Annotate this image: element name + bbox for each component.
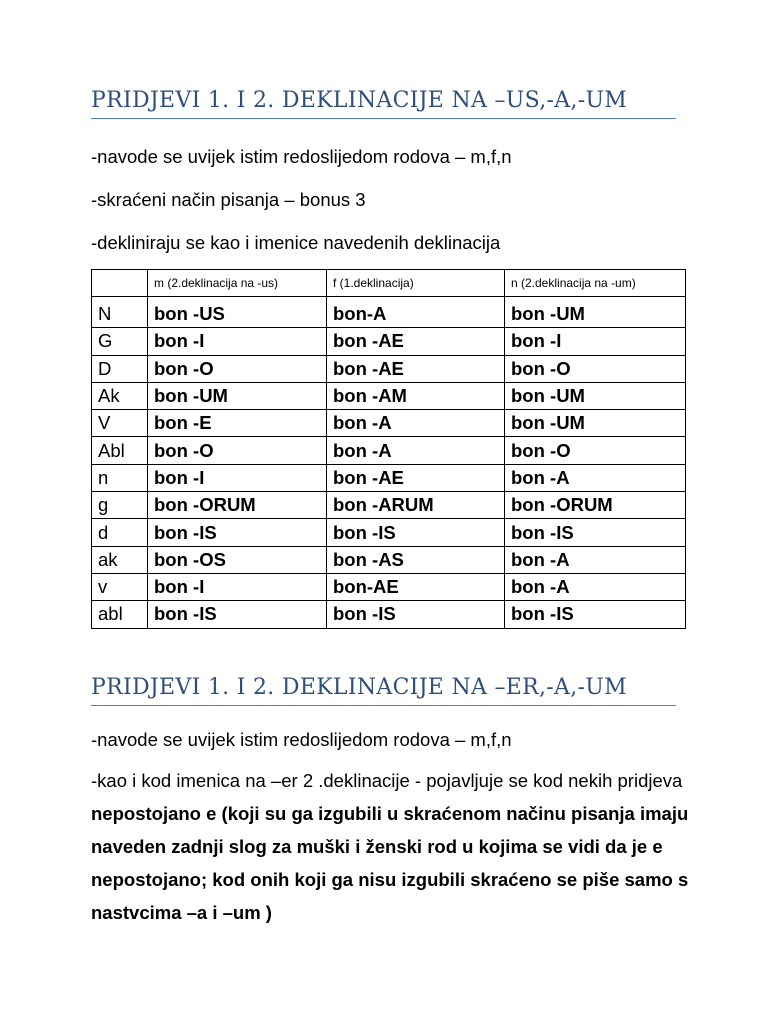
section1-heading: PRIDJEVI 1. I 2. DEKLINACIJE NA –US,-A,-UM bbox=[91, 88, 676, 119]
section2-paragraph-bold: nepostojano e (koji su ga izgubili u skraćenom načinu pisanja imaju naveden zadnji slog za muški i ženski rod u kojima se vidi da je e nepostojano; kod onih koji ga nisu izgubili skraćeno se piše samo s nastvcima –a i –um ) bbox=[91, 803, 689, 923]
feminine-form-cell: bon-A bbox=[327, 297, 505, 328]
case-cell: n bbox=[92, 464, 148, 491]
neuter-form-cell: bon -IS bbox=[505, 601, 686, 628]
masculine-form-cell: bon -US bbox=[148, 297, 327, 328]
case-cell: d bbox=[92, 519, 148, 546]
neuter-form-cell: bon -A bbox=[505, 573, 686, 600]
table-row bbox=[92, 437, 686, 464]
table-row bbox=[92, 601, 686, 628]
neuter-form-cell: bon -UM bbox=[505, 410, 686, 437]
case-cell: N bbox=[92, 297, 148, 328]
case-cell: ak bbox=[92, 546, 148, 573]
table-row bbox=[92, 355, 686, 382]
feminine-form-cell: bon -AS bbox=[327, 546, 505, 573]
feminine-form-cell: bon -AE bbox=[327, 355, 505, 382]
table-row bbox=[92, 464, 686, 491]
table-header-row bbox=[92, 270, 686, 297]
neuter-form-cell: bon -A bbox=[505, 464, 686, 491]
section2-heading: PRIDJEVI 1. I 2. DEKLINACIJE NA –ER,-A,-UM bbox=[91, 675, 676, 706]
declension-table bbox=[91, 269, 686, 629]
feminine-form-cell: bon -AM bbox=[327, 382, 505, 409]
case-cell: Abl bbox=[92, 437, 148, 464]
neuter-form-cell: bon -O bbox=[505, 437, 686, 464]
neuter-form-cell: bon -UM bbox=[505, 382, 686, 409]
table-row bbox=[92, 328, 686, 355]
feminine-form-cell: bon -A bbox=[327, 410, 505, 437]
section2-paragraph-normal: -kao i kod imenica na –er 2 .deklinacije - pojavljuje se kod nekih pridjeva bbox=[91, 770, 683, 791]
case-cell: g bbox=[92, 492, 148, 519]
feminine-form-cell: bon -IS bbox=[327, 519, 505, 546]
feminine-form-cell: bon -A bbox=[327, 437, 505, 464]
header-neuter: n (2.deklinacija na -um) bbox=[505, 270, 686, 297]
feminine-form-cell: bon-AE bbox=[327, 573, 505, 600]
masculine-form-cell: bon -OS bbox=[148, 546, 327, 573]
header-masculine: m (2.deklinacija na -us) bbox=[148, 270, 327, 297]
feminine-form-cell: bon -ARUM bbox=[327, 492, 505, 519]
neuter-form-cell: bon -ORUM bbox=[505, 492, 686, 519]
table-row bbox=[92, 573, 686, 600]
section1-line-1: -navode se uvijek istim redoslijedom rodova – m,f,n bbox=[91, 146, 512, 167]
table-row bbox=[92, 297, 686, 328]
masculine-form-cell: bon -I bbox=[148, 328, 327, 355]
masculine-form-cell: bon -IS bbox=[148, 601, 327, 628]
section1-line-3: -dekliniraju se kao i imenice navedenih deklinacija bbox=[91, 232, 501, 253]
neuter-form-cell: bon -I bbox=[505, 328, 686, 355]
table-row bbox=[92, 410, 686, 437]
case-cell: D bbox=[92, 355, 148, 382]
table-row bbox=[92, 492, 686, 519]
masculine-form-cell: bon -O bbox=[148, 437, 327, 464]
masculine-form-cell: bon -O bbox=[148, 355, 327, 382]
masculine-form-cell: bon -UM bbox=[148, 382, 327, 409]
masculine-form-cell: bon -E bbox=[148, 410, 327, 437]
table-row bbox=[92, 382, 686, 409]
masculine-form-cell: bon -I bbox=[148, 573, 327, 600]
feminine-form-cell: bon -AE bbox=[327, 464, 505, 491]
masculine-form-cell: bon -ORUM bbox=[148, 492, 327, 519]
case-cell: V bbox=[92, 410, 148, 437]
case-cell: G bbox=[92, 328, 148, 355]
section1-line-2: -skraćeni način pisanja – bonus 3 bbox=[91, 189, 366, 210]
header-case bbox=[92, 270, 148, 297]
feminine-form-cell: bon -IS bbox=[327, 601, 505, 628]
table-body bbox=[92, 297, 686, 629]
section2-paragraph bbox=[91, 764, 691, 929]
masculine-form-cell: bon -IS bbox=[148, 519, 327, 546]
neuter-form-cell: bon -A bbox=[505, 546, 686, 573]
table-row bbox=[92, 519, 686, 546]
neuter-form-cell: bon -IS bbox=[505, 519, 686, 546]
neuter-form-cell: bon -UM bbox=[505, 297, 686, 328]
case-cell: Ak bbox=[92, 382, 148, 409]
table-row bbox=[92, 546, 686, 573]
feminine-form-cell: bon -AE bbox=[327, 328, 505, 355]
case-cell: v bbox=[92, 573, 148, 600]
case-cell: abl bbox=[92, 601, 148, 628]
header-feminine: f (1.deklinacija) bbox=[327, 270, 505, 297]
section2-line-1: -navode se uvijek istim redoslijedom rodova – m,f,n bbox=[91, 729, 512, 750]
masculine-form-cell: bon -I bbox=[148, 464, 327, 491]
neuter-form-cell: bon -O bbox=[505, 355, 686, 382]
